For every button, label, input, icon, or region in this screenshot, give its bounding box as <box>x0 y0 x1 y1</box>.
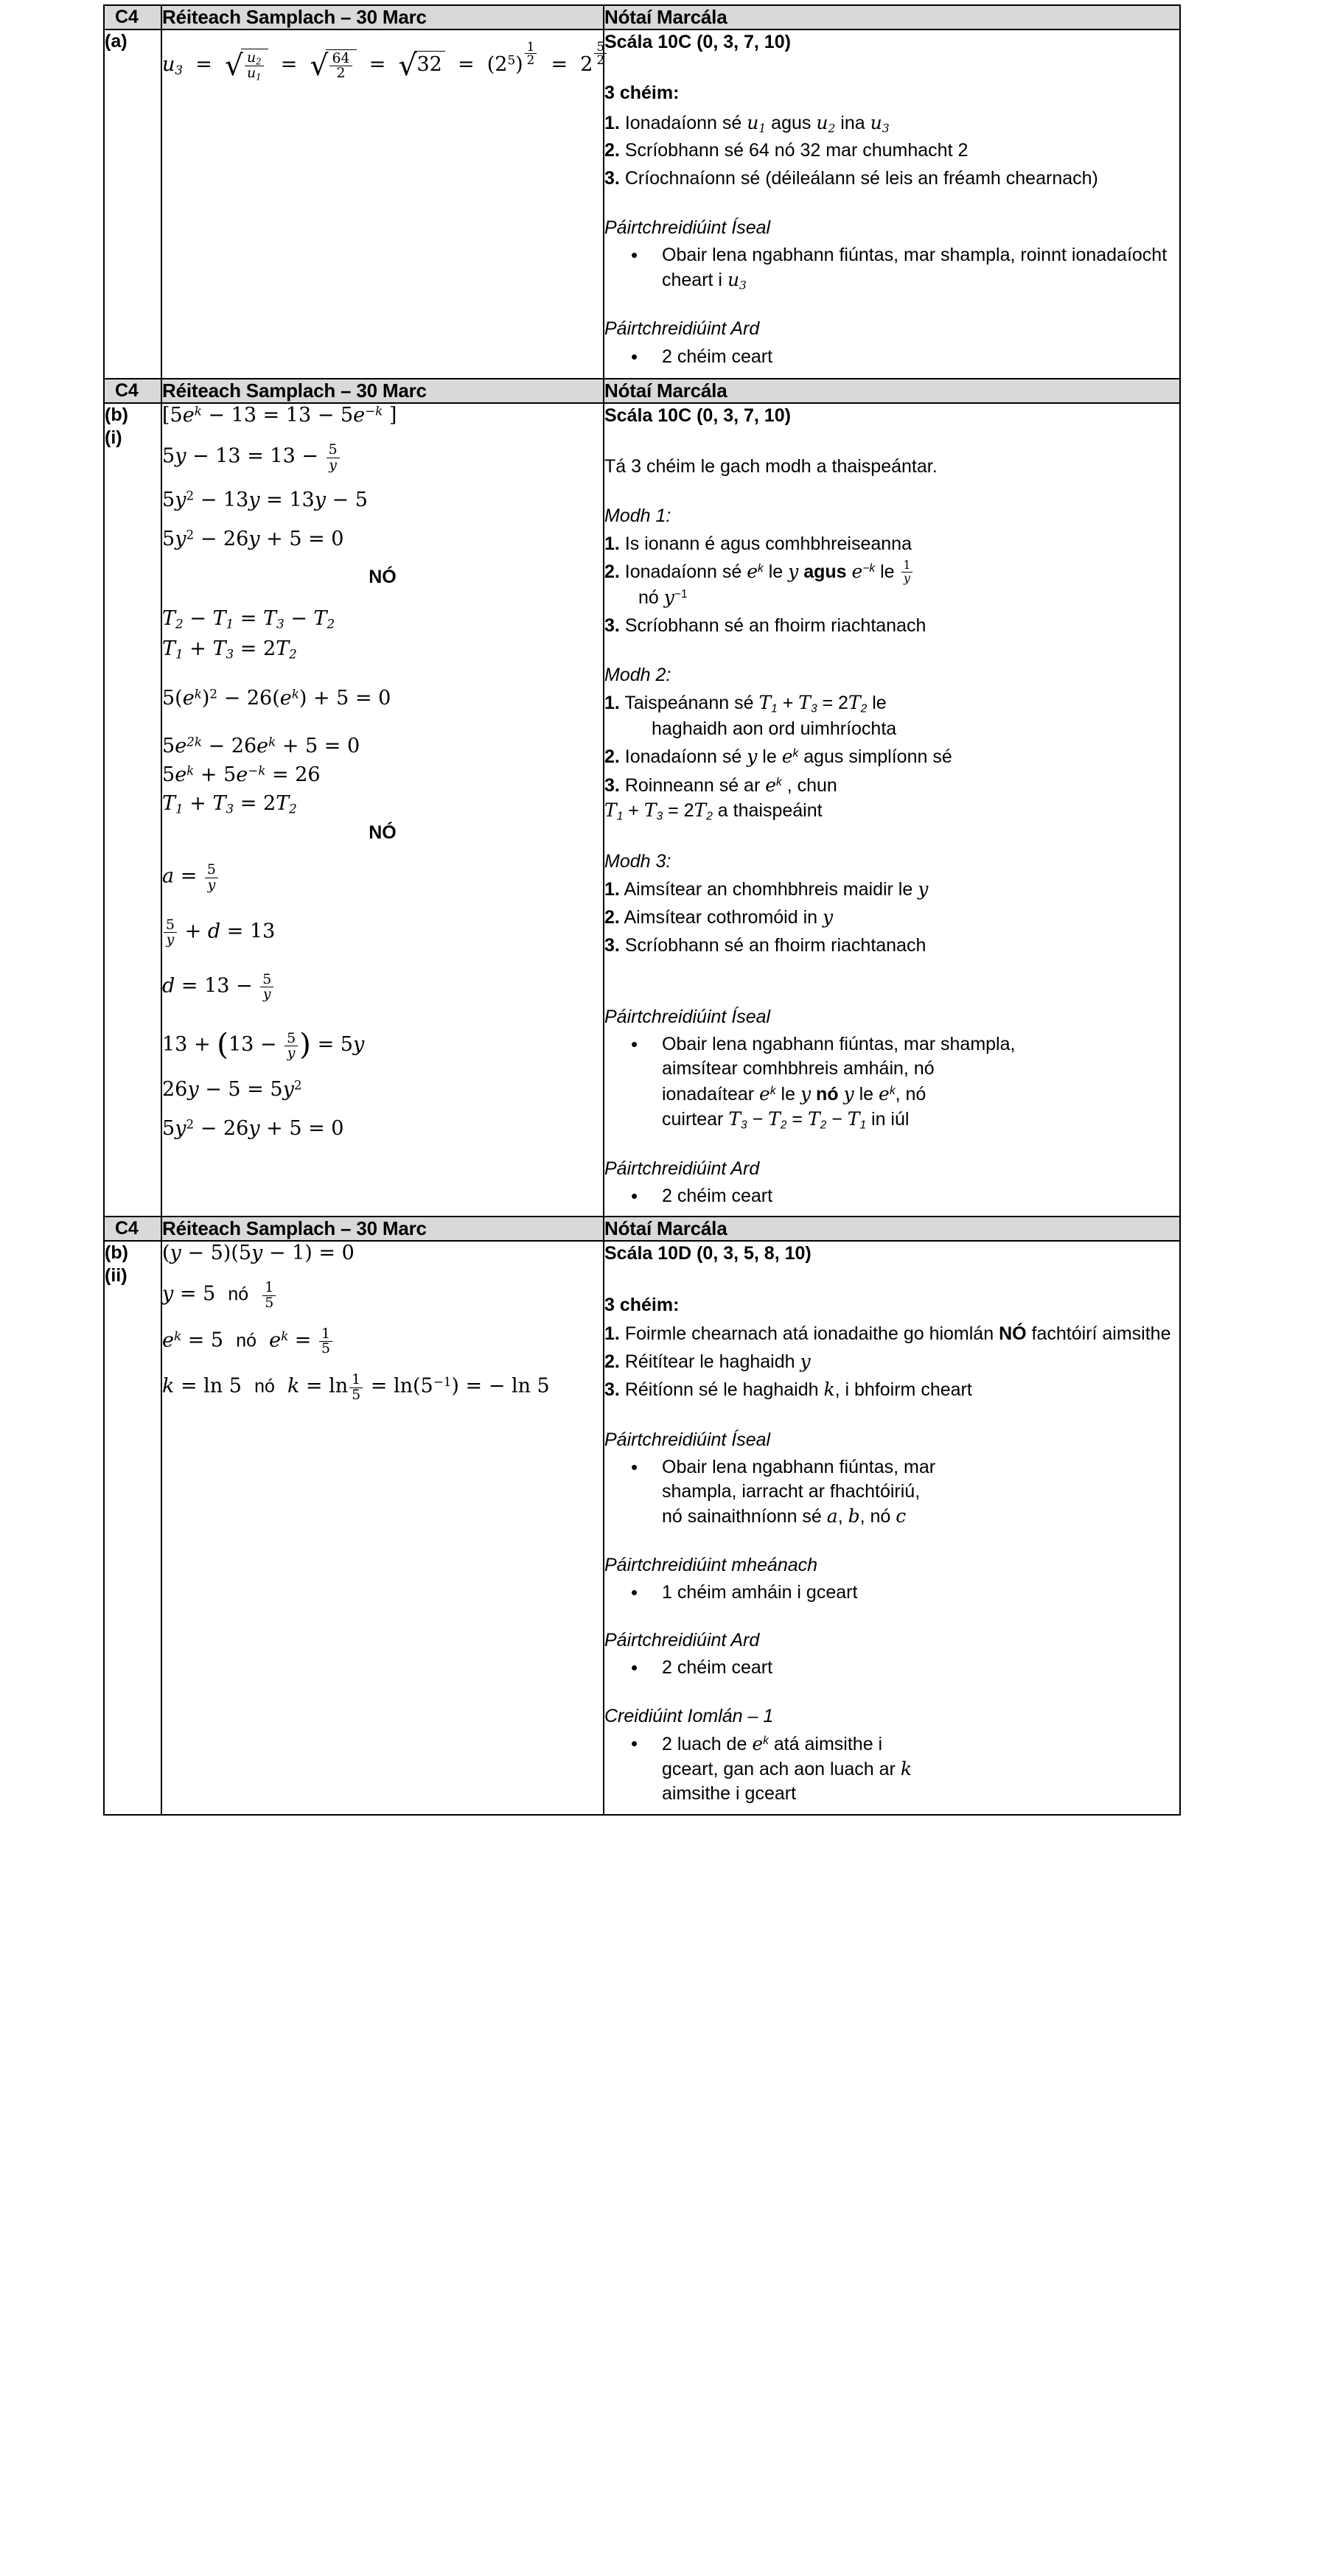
equation-26y-minus-5: $26y - 5 = 5y^2$ <box>162 1077 302 1101</box>
step-number: 2. <box>604 746 620 768</box>
header-cell-code: C4 <box>104 5 161 29</box>
part-label-line1: (b) <box>105 1242 128 1264</box>
sample-solution-b-i <box>161 403 604 1217</box>
step-item-b-ii-3: 3. Réitíonn sé le haghaidh k, i bhfoirm cheart <box>604 1379 972 1401</box>
list-item: • 2 chéim ceart <box>662 1184 1179 1208</box>
header-cell-work: Réiteach Samplach – 30 Marc <box>161 1217 604 1241</box>
list-item-line1-b: atá aimsithe i <box>768 1733 883 1754</box>
equation-factored: (y − 5)(5y − 1) = 0 <box>162 1242 355 1265</box>
high-partial-heading-b-ii: Páirtchreidiúint Ard <box>604 1630 760 1651</box>
part-label-line2: (ii) <box>105 1265 128 1287</box>
step-text-cont2: a thaispeáint <box>717 799 823 821</box>
table-header-row-b-i <box>104 379 1180 403</box>
equation-ek-roots: $e^k = 5$ nó $e^k$ = $\frac{1}{5}$ <box>162 1327 603 1357</box>
part-label-b-i <box>104 403 161 1217</box>
low-partial-list-b-ii <box>604 1455 1179 1530</box>
equation-a-plus-d: $\frac{5}{y}$ + d = 13 <box>162 918 603 948</box>
low-partial-list-a <box>604 243 1179 293</box>
step-conj: agus <box>771 112 812 133</box>
header-cell-work: Réiteach Samplach – 30 Marc <box>161 5 604 29</box>
equation-quadratic-standard: $5y^2 - 26y + 5 = 0$ <box>162 527 344 551</box>
step-text-b: , i bhfoirm cheart <box>834 1379 972 1401</box>
method-3-heading: Modh 3: <box>604 850 671 872</box>
step-number: 2. <box>604 140 620 161</box>
equation-bracketed-start: [$5e^k - 13 = 13 - 5e^{-k}$ ] <box>162 403 397 427</box>
part-label-a: (a) <box>104 29 161 379</box>
header-cell-work: Réiteach Samplach – 30 Marc <box>161 379 604 403</box>
scale-label-b-i: Scála 10C (0, 3, 7, 10) <box>604 405 791 426</box>
step-number: 1. <box>604 693 620 714</box>
list-item: • 2 chéim ceart <box>662 345 1179 369</box>
list-item-line4: cuirtear $T_3 - T_2 = T_2 - T_1$ in iúl <box>662 1107 910 1132</box>
step-text-a: Foirmle chearnach atá ionadaithe go hiomlán <box>624 1323 999 1344</box>
list-item-line1: Obair lena ngabhann fiúntas, mar <box>662 1456 936 1477</box>
step-text: Roinneann sé ar <box>624 774 766 796</box>
low-partial-list-b-i <box>604 1032 1179 1133</box>
table-row-part-b-ii <box>104 1241 1180 1814</box>
steps-heading-b-ii: 3 chéim: <box>604 1294 680 1315</box>
marking-notes-a <box>604 29 1180 379</box>
step-number: 1. <box>604 1323 620 1344</box>
list-item-line2: gceart, gan ach aon luach ar k <box>662 1758 912 1780</box>
scale-label-b-ii: Scála 10D (0, 3, 5, 8, 10) <box>604 1243 812 1264</box>
header-cell-notes: Nótaí Marcála <box>604 1217 1180 1241</box>
high-partial-heading-a: Páirtchreidiúint Ard <box>604 318 760 340</box>
step-number: 1. <box>604 879 620 900</box>
step-number: 3. <box>604 774 620 796</box>
step-text: Críochnaíonn sé (déileálann sé leis an fréamh chearnach) <box>624 167 1098 189</box>
spacer <box>604 1606 1179 1628</box>
high-partial-list-b-ii <box>604 1656 1179 1680</box>
method-3-step-2: 2. Aimsítear cothromóid in y <box>604 906 834 928</box>
or-separator-2: NÓ <box>369 822 397 844</box>
step-number: 2. <box>604 561 620 582</box>
header-cell-code: C4 <box>104 379 161 403</box>
step-text-tail: , chun <box>786 774 837 796</box>
step-number: 2. <box>604 907 620 928</box>
list-item-line3: aimsithe i gceart <box>662 1783 797 1805</box>
step-item-b-ii-2: 2. Réitítear le haghaidh y <box>604 1351 811 1373</box>
list-item-line2: shampla, iarracht ar fhachtóiriú, <box>662 1481 921 1502</box>
low-partial-heading-b-ii: Páirtchreidiúint Íseal <box>604 1429 771 1450</box>
low-partial-heading-a: Páirtchreidiúint Íseal <box>604 217 771 238</box>
step-number: 3. <box>604 615 620 636</box>
spacer <box>604 1531 1179 1553</box>
equation-ek-quadratic: $5(e^k)^2 - 26(e^k) + 5 = 0$ <box>162 686 391 710</box>
spacer <box>604 295 1179 317</box>
method-1-step-1 <box>604 532 1179 556</box>
mid-partial-list-b-ii <box>604 1581 1179 1605</box>
list-item-line3: ionadaítear $e^k$ le y nó y le $e^k$, nó <box>662 1082 927 1105</box>
list-item-line2: aimsítear comhbhreis amháin, nó <box>662 1058 935 1079</box>
scale-label-a: Scála 10C (0, 3, 7, 10) <box>604 32 791 52</box>
step-text: Scríobhann sé an fhoirm riachtanach <box>624 615 927 636</box>
marking-scheme-table <box>103 4 1181 1816</box>
spacer <box>604 983 1179 1005</box>
method-1-step-3 <box>604 614 1179 638</box>
equation-T-differences: $T_2 - T_1 = T_3 - T_2$ <box>162 607 335 631</box>
equation-final-quadratic: $5y^2 - 26y + 5 = 0$ <box>162 1116 344 1140</box>
step-item-b-ii-1 <box>604 1322 1179 1346</box>
step-number: 1. <box>604 533 620 554</box>
full-credit-heading-b-ii: Creidiúint Iomlán – 1 <box>604 1705 774 1726</box>
part-label-line2: (i) <box>105 427 122 448</box>
equation-quadratic-expand: $5y^2 - 13y = 13y - 5$ <box>162 488 368 512</box>
list-item: • Obair lena ngabhann fiúntas, mar shampla, roinnt ionadaíocht cheart i $u_3$ <box>662 243 1179 293</box>
list-item-line2-text: gceart, gan ach aon luach ar <box>662 1759 901 1780</box>
step-number: 3. <box>604 167 620 189</box>
step-number: 1. <box>604 112 620 133</box>
method-2-step-2: 2. Ionadaíonn sé y le $e^k$ agus simplíonn sé <box>604 746 952 768</box>
step-text: Réitítear le haghaidh <box>624 1351 800 1373</box>
spacer <box>604 433 1179 455</box>
method-1-heading: Modh 1: <box>604 505 671 527</box>
equation-T-sum-2: $T_1 + T_3 = 2T_2$ <box>162 792 297 816</box>
step-text-tail: ina <box>835 112 870 133</box>
spacer <box>604 1271 1179 1293</box>
spacer <box>604 194 1179 216</box>
equation-e2k: $5e^{2k} - 26e^k + 5 = 0$ <box>162 734 360 758</box>
step-text: Aimsítear cothromóid in <box>624 907 823 928</box>
step-text-bold: NÓ <box>999 1323 1027 1344</box>
equation-y-roots: y = 5 nó $\frac{1}{5}$ <box>162 1281 603 1310</box>
method-2-step-1: 1. Taispeánann sé $T_1 + T_3 = 2T_2$ le haghaidh aon ord uimhríochta <box>604 690 1179 741</box>
spacer <box>604 1135 1179 1157</box>
high-partial-list-a <box>604 345 1179 369</box>
list-item <box>662 1032 1179 1133</box>
equation-T-sum-1: $T_1 + T_3 = 2T_2$ <box>162 637 297 662</box>
spacer <box>604 1406 1179 1428</box>
part-label-b-ii <box>104 1241 161 1814</box>
marking-notes-b-i <box>604 403 1180 1217</box>
spacer <box>604 827 1179 850</box>
equation-ek-plus-enegk: $5e^k + 5e^{-k} = 26$ <box>162 763 321 787</box>
equation-a-equals: a = $\frac{5}{y}$ <box>162 863 603 892</box>
step-text-b: fachtóirí aimsithe <box>1026 1323 1171 1344</box>
step-item-a-2 <box>604 139 1179 163</box>
spacer <box>604 961 1179 983</box>
part-label-line1: (b) <box>105 404 128 425</box>
method-2-step-3: 3. Roinneann sé ar $e^k$ , chun $T_1 + T_3 = 2T_2$ a thaispeáint <box>604 774 837 823</box>
header-cell-notes: Nótaí Marcála <box>604 5 1180 29</box>
step-number: 3. <box>604 934 620 956</box>
table-row-part-b-i <box>104 403 1180 1217</box>
sample-solution-b-ii <box>161 1241 604 1814</box>
step-text-cont: haghaidh aon ord uimhríochta <box>652 718 897 740</box>
list-item-line4-tail: in iúl <box>871 1108 910 1130</box>
table-header-row-a <box>104 5 1180 29</box>
step-text-tail: agus simplíonn sé <box>803 746 952 768</box>
intro-text-b-i: Tá 3 chéim le gach modh a thaispeántar. <box>604 456 938 477</box>
step-number: 3. <box>604 1379 620 1401</box>
sample-solution-a <box>161 29 604 379</box>
header-cell-code: C4 <box>104 1217 161 1241</box>
method-3-step-1: 1. Aimsítear an chomhbhreis maidir le y <box>604 878 929 900</box>
equation-k-logs: k = ln 5 nó k = ln $\frac{1}{5}$ = $\ln(5^{-1})$ = − ln 5 <box>162 1371 550 1403</box>
list-item-line3: nó sainaithníonn sé a, b, nó c <box>662 1505 907 1527</box>
step-number: 2. <box>604 1351 620 1373</box>
spacer <box>604 1682 1179 1704</box>
step-text: Ionadaíonn sé <box>624 112 747 133</box>
low-partial-heading-b-i: Páirtchreidiúint Íseal <box>604 1006 771 1027</box>
list-item <box>662 1455 1179 1530</box>
step-item-a-3 <box>604 167 1179 191</box>
step-text: Is ionann é agus comhbhreiseanna <box>624 533 912 554</box>
list-item-line1: Obair lena ngabhann fiúntas, mar shampla, <box>662 1034 1016 1055</box>
equation-u3: $u_3$ = √ $\frac{u_2}{u_1}$ = √ $\frac{64}{2}$ = $√32 = (2^5)$ $^{\frac{1}{2}}$ = 2 $^{\frac{5}{2}}$ <box>162 41 603 83</box>
list-item-line1-a: 2 luach de <box>662 1733 753 1754</box>
steps-heading-a: 3 chéim: <box>604 83 680 104</box>
equation-sub-y: 5y − 13 = 13 − $\frac{5}{y}$ <box>162 443 603 472</box>
header-cell-notes: Nótaí Marcála <box>604 379 1180 403</box>
step-text: Scríobhann sé 64 nó 32 mar chumhacht 2 <box>624 140 969 161</box>
step-text: Scríobhann sé an fhoirm riachtanach <box>624 934 927 956</box>
spacer <box>604 641 1179 663</box>
high-partial-heading-b-i: Páirtchreidiúint Ard <box>604 1158 760 1179</box>
list-item: • 1 chéim amháin i gceart <box>662 1581 1179 1605</box>
list-item: • 2 luach de $e^k$ atá aimsithe i gceart, gan ach aon luach ar k aimsithe i gceart <box>662 1732 1179 1807</box>
equation-13-plus-bracket: 13 + (13 − $\frac{5}{y}$ ) = 5y <box>162 1026 365 1063</box>
table-row-part-a <box>104 29 1180 379</box>
spacer <box>604 482 1179 504</box>
mid-partial-heading-b-ii: Páirtchreidiúint mheánach <box>604 1554 818 1575</box>
step-text: Aimsítear an chomhbhreis maidir le <box>624 879 918 900</box>
method-3-step-3 <box>604 934 1179 958</box>
table-header-row-b-ii <box>104 1217 1180 1241</box>
marking-notes-b-ii <box>604 1241 1180 1814</box>
step-text-a: Réitíonn sé le haghaidh <box>624 1379 824 1401</box>
equation-d-equals: d = 13 − $\frac{5}{y}$ <box>162 973 603 1002</box>
method-1-step-2: 2. Ionadaíonn sé $e^k$ le y agus $e^{-k}$ le $\frac{1}{y}$ nó $y^{-1}$ <box>604 559 1179 611</box>
or-separator-1: NÓ <box>369 567 397 588</box>
high-partial-list-b-i <box>604 1184 1179 1208</box>
step-item-a-1: 1. Ionadaíonn sé $u_1$ agus $u_2$ ina $u_3$ <box>604 111 890 135</box>
full-credit-list-b-ii <box>604 1732 1179 1807</box>
list-item-line3-text: nó sainaithníonn sé <box>662 1506 827 1527</box>
method-2-heading: Modh 2: <box>604 664 671 685</box>
list-item-text: Obair lena ngabhann fiúntas, mar shampla, roinnt ionadaíocht cheart i <box>662 245 1168 291</box>
list-item: • 2 chéim ceart <box>662 1656 1179 1680</box>
spacer <box>604 59 1179 81</box>
